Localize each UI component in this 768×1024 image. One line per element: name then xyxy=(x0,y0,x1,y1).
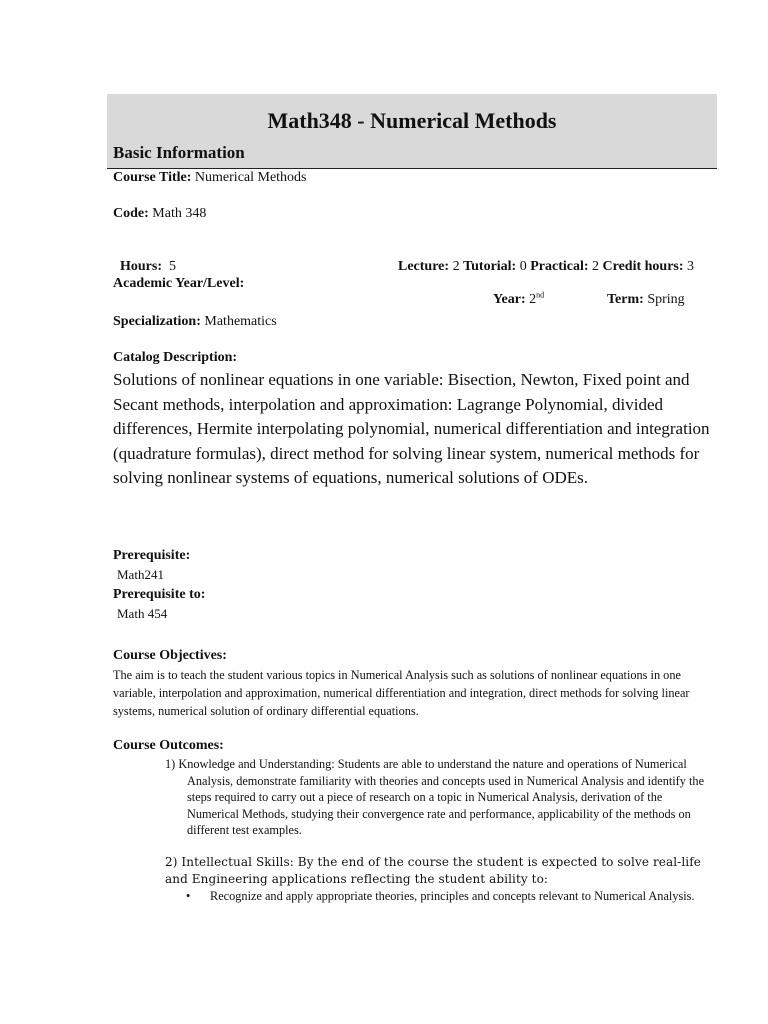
practical-label: Practical: xyxy=(530,259,589,274)
hours-breakdown xyxy=(391,243,694,275)
section-heading: Basic Information xyxy=(113,143,245,162)
outcome-bullet-text: Recognize and apply appropriate theories, principles and concepts relevant to Numerical Analysis. xyxy=(210,889,695,903)
catalog-description-label: Catalog Description: xyxy=(113,350,238,365)
credit-hours-label: Credit hours: xyxy=(602,259,684,274)
specialization-value: Mathematics xyxy=(200,314,277,329)
year-field xyxy=(486,276,544,308)
document-title: Math348 - Numerical Methods xyxy=(267,108,557,133)
course-outcomes-label: Course Outcomes: xyxy=(113,738,224,753)
course-title-line xyxy=(113,170,307,186)
term-field xyxy=(600,276,685,308)
hours-value: 5 xyxy=(162,259,176,274)
course-title-label: Course Title: xyxy=(113,170,192,185)
code-line xyxy=(113,206,206,222)
course-objectives-text: The aim is to teach the student various topics in Numerical Analysis such as solutions of nonlinear equations in one variable, interpolation and approximation, numerical differentiation and integration, direct methods for solving linear systems, numerical solution of ordinary differential equations. xyxy=(113,668,690,718)
prerequisite-value: Math241 xyxy=(117,567,164,582)
prerequisite-label: Prerequisite: xyxy=(113,548,191,563)
hours-label: Hours: xyxy=(120,259,162,274)
outcome-knowledge xyxy=(165,756,715,839)
term-value: Spring xyxy=(643,292,685,307)
academic-year-label: Academic Year/Level: xyxy=(113,276,245,291)
prerequisite-to-label: Prerequisite to: xyxy=(113,587,206,602)
header-box xyxy=(107,94,717,169)
credit-hours-value: 3 xyxy=(683,259,695,274)
outcome-knowledge-text: 1) Knowledge and Understanding: Students are able to understand the nature and operations of Numerical Analysis, demonstrate familiarity with theories and concepts used in Numerical Analysis and identify the steps required to carry out a piece of research on a topic in Numerical Analysis, derivation of the Numerical Methods, studying their convergence rate and performance, applicability of the methods on different test examples. xyxy=(165,757,705,837)
practical-value: 2 xyxy=(588,259,603,274)
year-superscript: nd xyxy=(536,290,545,300)
outcome-intellectual: 2) Intellectual Skills: By the end of the course the student is expected to solve real-life and Engineering applications reflecting the student ability to: xyxy=(165,855,701,886)
academic-line xyxy=(113,276,244,292)
tutorial-value: 0 xyxy=(516,259,531,274)
course-objectives-label: Course Objectives: xyxy=(113,648,227,663)
year-value: 2 xyxy=(525,292,537,307)
year-label: Year: xyxy=(493,292,526,307)
code-label: Code: xyxy=(113,206,149,221)
specialization-label: Specialization: xyxy=(113,314,201,329)
tutorial-label: Tutorial: xyxy=(463,259,517,274)
specialization-line xyxy=(113,314,277,330)
term-label: Term: xyxy=(607,292,644,307)
lecture-label: Lecture: xyxy=(398,259,450,274)
prerequisite-to-value: Math 454 xyxy=(117,606,168,621)
hours-line xyxy=(113,243,176,275)
course-title-value: Numerical Methods xyxy=(191,170,307,185)
lecture-value: 2 xyxy=(449,259,464,274)
code-value: Math 348 xyxy=(148,206,207,221)
bullet-icon: • xyxy=(186,889,191,903)
catalog-description-text: Solutions of nonlinear equations in one variable: Bisection, Newton, Fixed point and Secant methods, interpolation and approximation: Lagrange Polynomial, divided differences, Hermite interpolating polynomial, numerical differentiation and integration (quadrature formulas), direct method for solving linear system, numerical methods for solving nonlinear systems of equations, numerical solutions of ODEs. xyxy=(113,370,710,487)
